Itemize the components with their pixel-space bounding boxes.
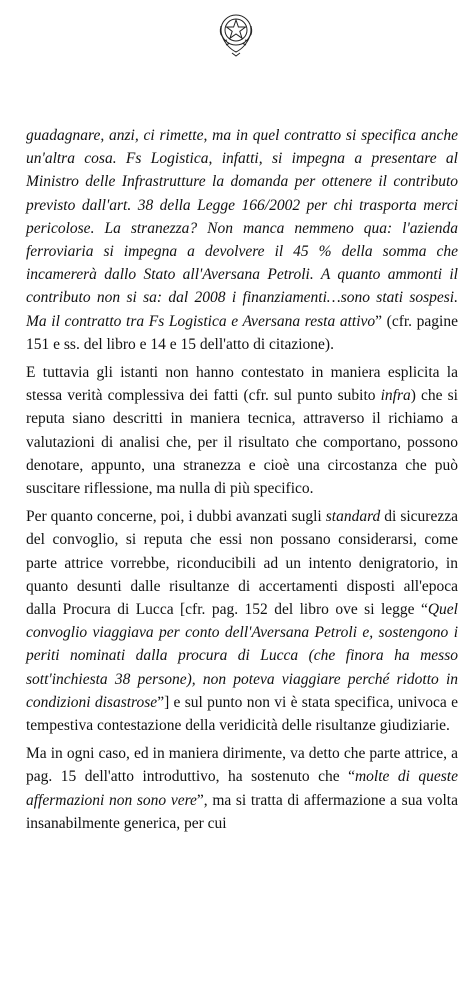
italic-text-span: Quel convoglio viaggiava per conto dell'Aversana Petroli e, sostengono i periti nominati dalla procura di Lucca (che finora ha messo sott'inchiesta 38 persone), non poteva viaggiare perché ridotto in condizioni disastrose [26, 601, 458, 711]
italic-text-span: standard [325, 508, 381, 526]
text-span: Ma in ogni caso, ed in maniera dirimente, va detto che parte attrice, a pag. 15 dell'atto introduttivo, ha sostenuto che “ [26, 745, 458, 786]
body-paragraph [26, 361, 458, 500]
text-span: ”] e sul punto non vi è stata specifica, univoca e tempestiva contestazione della veridicità delle risultanze giudiziarie. [26, 693, 458, 735]
text-span: ” (cfr. pagine 151 e ss. del libro e 14 e 15 dell'atto di citazione). [26, 312, 458, 353]
text-span: E tuttavia gli istanti non hanno contestato in maniera esplicita la stessa verità complessiva dei fatti (cfr. sul punto subito [26, 364, 458, 405]
body-paragraph [26, 124, 458, 356]
italic-text-span: infra [380, 387, 411, 405]
italian-republic-emblem-icon [216, 8, 256, 58]
text-span: di sicurezza del convoglio, si reputa che essi non possano considerarsi, come parte attrice vorrebbe, riconducibili ad un intento denigratorio, in quanto desunti dalle risultanze di accertamenti disposti all'epoca dalla Procura di Lucca [cfr. pag. 152 del libro ove si legge “ [26, 508, 458, 619]
body-paragraph [26, 505, 458, 737]
text-span: ”, ma si tratta di affermazione a sua volta insanabilmente generica, per cui [26, 791, 458, 832]
text-span: ) che si reputa siano descritti in maniera tecnica, attraverso il richiamo a valutazioni di analisi che, per il risultato che comportano, possono denotare, appunto, una stranezza e cioè una circostanza che può suscitare riflessione, ma nulla di più specifico. [26, 387, 458, 498]
document-body [26, 124, 458, 840]
body-paragraph [26, 742, 458, 835]
text-span: Per quanto concerne, poi, i dubbi avanzati sugli [26, 508, 326, 526]
italic-text-span: guadagnare, anzi, ci rimette, ma in quel contratto si specifica anche un'altra cosa. Fs Logistica, infatti, si impegna a presentare al Ministro delle Infrastrutture la domanda per ottenere il contributo previsto dall'art. 38 della Legge 166/2002 per chi trasporta merci pericolose. La stranezza? Non manca nemmeno qua: l'azienda ferroviaria si impegna a devolvere il 45 % della somma che incamererà dallo Stato all'Aversana Petroli. A quanto ammonti il contributo non si sa: dal 2008 i finanziamenti…sono stati sospesi. Ma il contratto tra Fs Logistica e Aversana resta attivo [26, 127, 458, 330]
italic-text-span: molte di queste affermazioni non sono vere [26, 768, 458, 809]
